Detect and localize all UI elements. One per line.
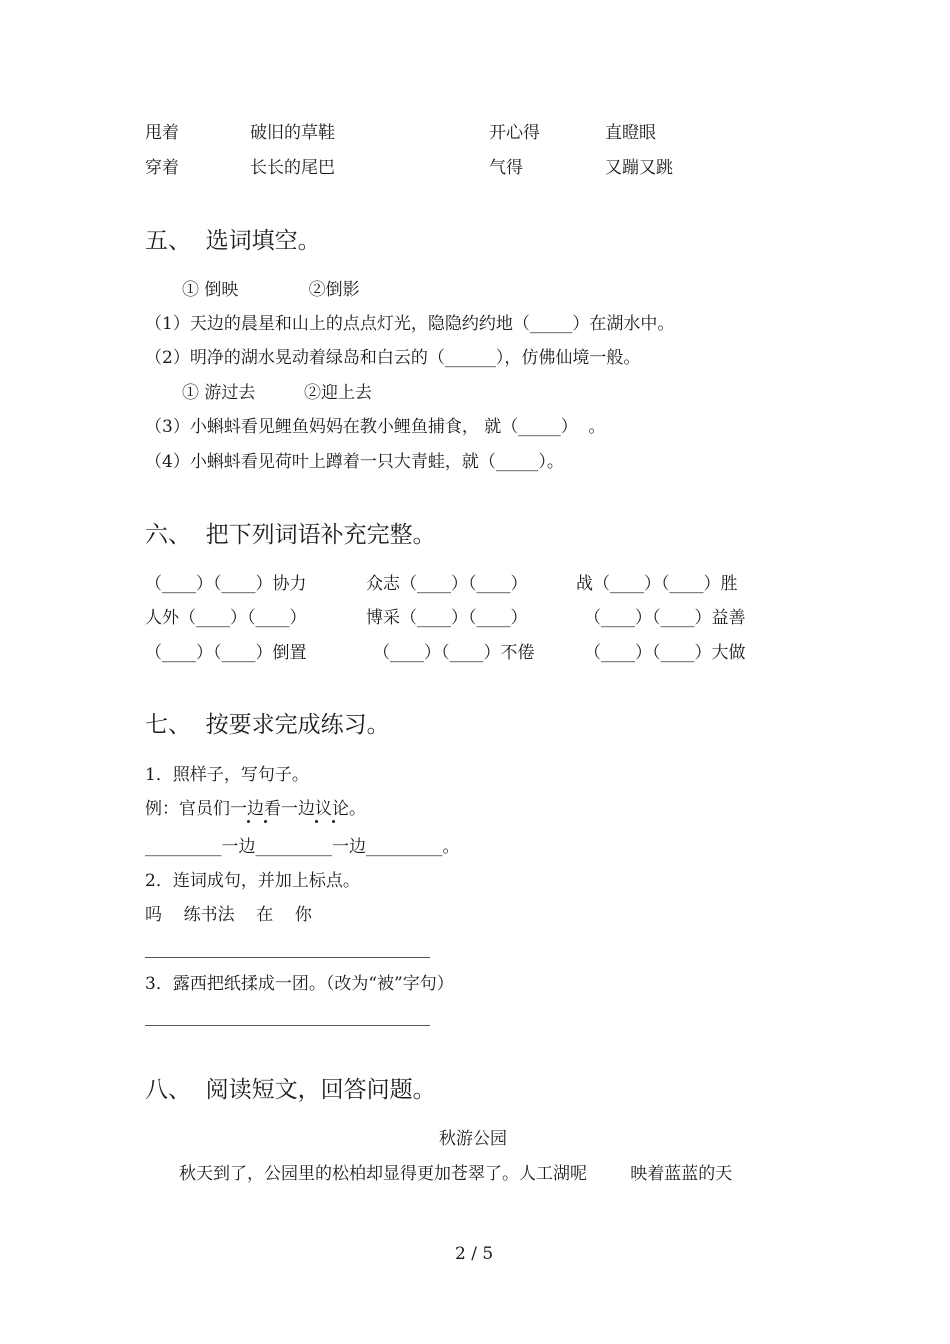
passage-title: 秋游公园 bbox=[439, 1129, 507, 1149]
exercise-item: 2．连词成句，并加上标点。 bbox=[145, 871, 360, 891]
idiom-blank: 博采（____）（____） bbox=[366, 608, 528, 628]
section-heading-6: 六、 把下列词语补充完整。 bbox=[145, 522, 436, 548]
question-text: （4）小蝌蚪看见荷叶上蹲着一只大青蛙，就（_____）。 bbox=[145, 452, 564, 472]
section-heading-5: 五、 选词填空。 bbox=[145, 228, 321, 254]
idiom-blank: （____）（____）不倦 bbox=[373, 643, 535, 663]
match-word: 甩着 bbox=[145, 123, 179, 143]
answer-line bbox=[145, 1025, 430, 1026]
section-heading-7: 七、 按要求完成练习。 bbox=[145, 712, 390, 738]
idiom-blank: （____）（____）益善 bbox=[584, 608, 746, 628]
word-options: ① 倒映 ②倒影 bbox=[182, 280, 360, 300]
match-word: 开心得 bbox=[489, 123, 540, 143]
emphasis-dot bbox=[247, 820, 250, 823]
idiom-blank: 战（____）（____）胜 bbox=[576, 574, 738, 594]
section-heading-8: 八、 阅读短文，回答问题。 bbox=[145, 1077, 436, 1103]
passage-paragraph: 秋天到了，公园里的松柏却显得更加苍翠了。人工湖呢 映着蓝蓝的天 bbox=[179, 1164, 733, 1184]
exercise-item: 3．露西把纸揉成一团。（改为“被”字句） bbox=[145, 974, 454, 994]
emphasis-dot bbox=[332, 820, 335, 823]
answer-line bbox=[145, 957, 430, 958]
match-word: 又蹦又跳 bbox=[605, 158, 673, 178]
emphasis-dot bbox=[264, 820, 267, 823]
word-options: ① 游过去 ②迎上去 bbox=[182, 383, 373, 403]
page-number: 2 / 5 bbox=[455, 1244, 494, 1264]
question-text: （2）明净的湖水晃动着绿岛和白云的（______），仿佛仙境一般。 bbox=[145, 348, 641, 368]
idiom-blank: （____）（____）大做 bbox=[584, 643, 746, 663]
example-sentence: 例：官员们一边看一边议论。 bbox=[145, 799, 366, 819]
match-word: 穿着 bbox=[145, 158, 179, 178]
idiom-blank: 众志（____）（____） bbox=[366, 574, 528, 594]
idiom-blank: 人外（____）（____） bbox=[145, 608, 307, 628]
question-text: （1）天边的晨星和山上的点点灯光，隐隐约约地（_____）在湖水中。 bbox=[145, 314, 675, 334]
idiom-blank: （____）（____）倒置 bbox=[145, 643, 307, 663]
match-word: 破旧的草鞋 bbox=[250, 123, 335, 143]
exercise-item: 1．照样子，写句子。 bbox=[145, 765, 309, 785]
match-word: 直瞪眼 bbox=[605, 123, 656, 143]
match-word: 长长的尾巴 bbox=[250, 158, 335, 178]
match-word: 气得 bbox=[489, 158, 523, 178]
word-list: 吗 练书法 在 你 bbox=[145, 905, 312, 925]
fill-blank-sentence: _________一边_________一边_________。 bbox=[145, 837, 460, 857]
question-text: （3）小蝌蚪看见鲤鱼妈妈在教小鲤鱼捕食， 就（_____） 。 bbox=[145, 417, 606, 437]
idiom-blank: （____）（____）协力 bbox=[145, 574, 307, 594]
emphasis-dot bbox=[315, 820, 318, 823]
